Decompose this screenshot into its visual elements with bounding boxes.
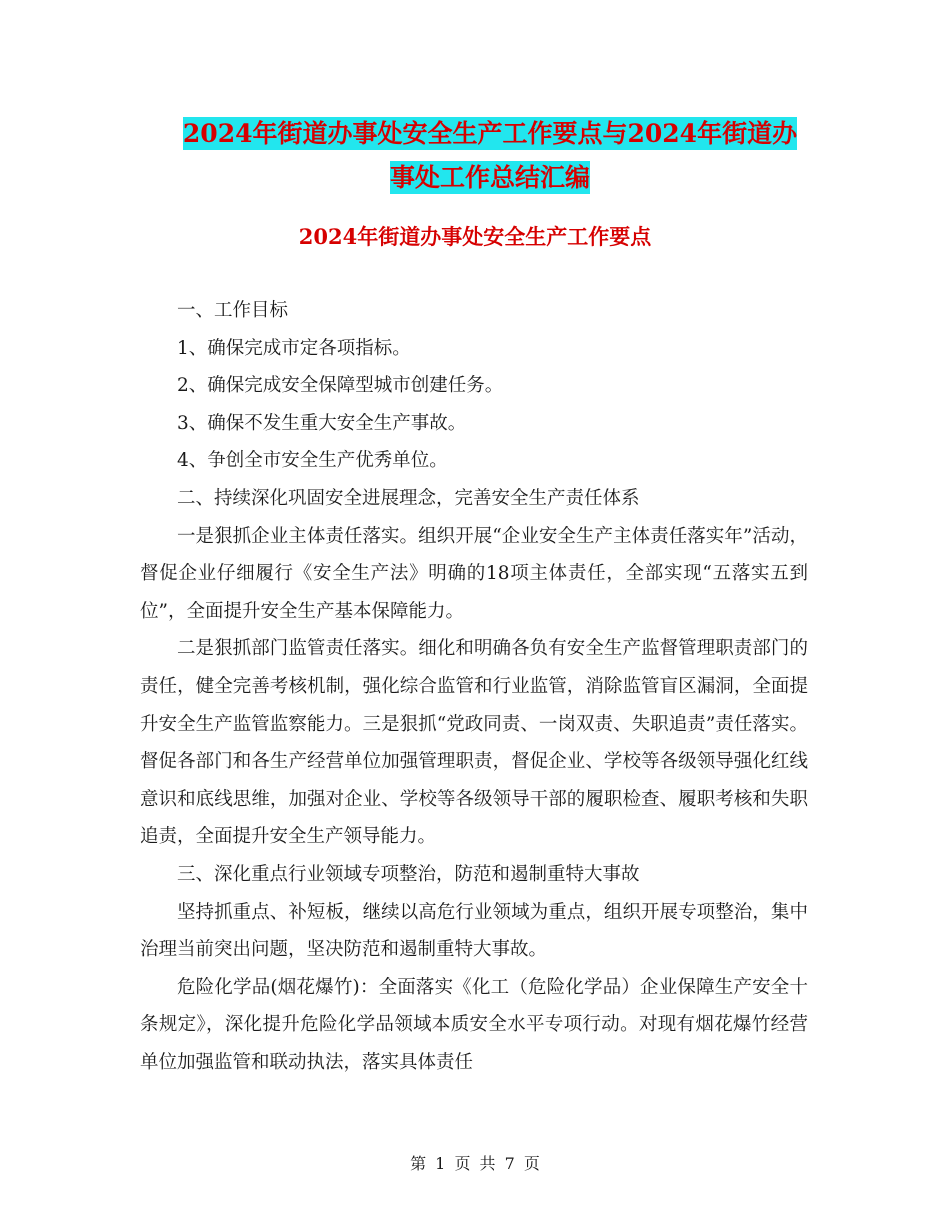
document-title-line-2: 事处工作总结汇编 (389, 163, 590, 192)
paragraph: 三、深化重点行业领域专项整治，防范和遏制重特大事故 (177, 863, 640, 885)
paragraph: 3、确保不发生重大安全生产事故。 (177, 412, 467, 434)
document-body (140, 292, 808, 1081)
paragraph: 1、确保完成市定各项指标。 (177, 337, 411, 359)
paragraph: 2、确保完成安全保障型城市创建任务。 (177, 375, 504, 397)
paragraph: 危险化学品(烟花爆竹)：全面落实《化工（危险化学品）企业保障生产安全十条规定》，深化提升危险化学品领域本质安全水平专项行动。对现有烟花爆竹经营单位加强监管和联动执法，落实具体责任 (140, 976, 808, 1073)
paragraph: 一、工作目标 (177, 300, 289, 321)
paragraph: 坚持抓重点、补短板，继续以高危行业领域为重点，组织开展专项整治，集中治理当前突出问题，坚决防范和遏制重特大事故。 (140, 901, 808, 961)
section-title: 2024年街道办事处安全生产工作要点 (298, 224, 652, 249)
page-footer: 第 1 页 共 7 页 (410, 1154, 540, 1173)
paragraph: 二、持续深化巩固安全进展理念，完善安全生产责任体系 (177, 487, 640, 509)
paragraph: 4、争创全市安全生产优秀单位。 (177, 450, 448, 472)
paragraph: 一是狠抓企业主体责任落实。组织开展“企业安全生产主体责任落实年”活动，督促企业仔细履行《安全生产法》明确的18项主体责任，全部实现“五落实五到位”，全面提升安全生产基本保障能力。 (140, 525, 808, 622)
document-title (140, 112, 840, 200)
paragraph: 二是狠抓部门监管责任落实。细化和明确各负有安全生产监督管理职责部门的责任，健全完善考核机制，强化综合监管和行业监管，消除监管盲区漏洞，全面提升安全生产监管监察能力。三是狠抓“党政同责、一岗双责、失职追责”责任落实。督促各部门和各生产经营单位加强管理职责，督促企业、学校等各级领导强化红线意识和底线思维，加强对企业、学校等各级领导干部的履职检查、履职考核和失职追责，全面提升安全生产领导能力。 (140, 638, 808, 848)
document-title-line-1: 2024年街道办事处安全生产工作要点与2024年街道办 (182, 119, 798, 148)
